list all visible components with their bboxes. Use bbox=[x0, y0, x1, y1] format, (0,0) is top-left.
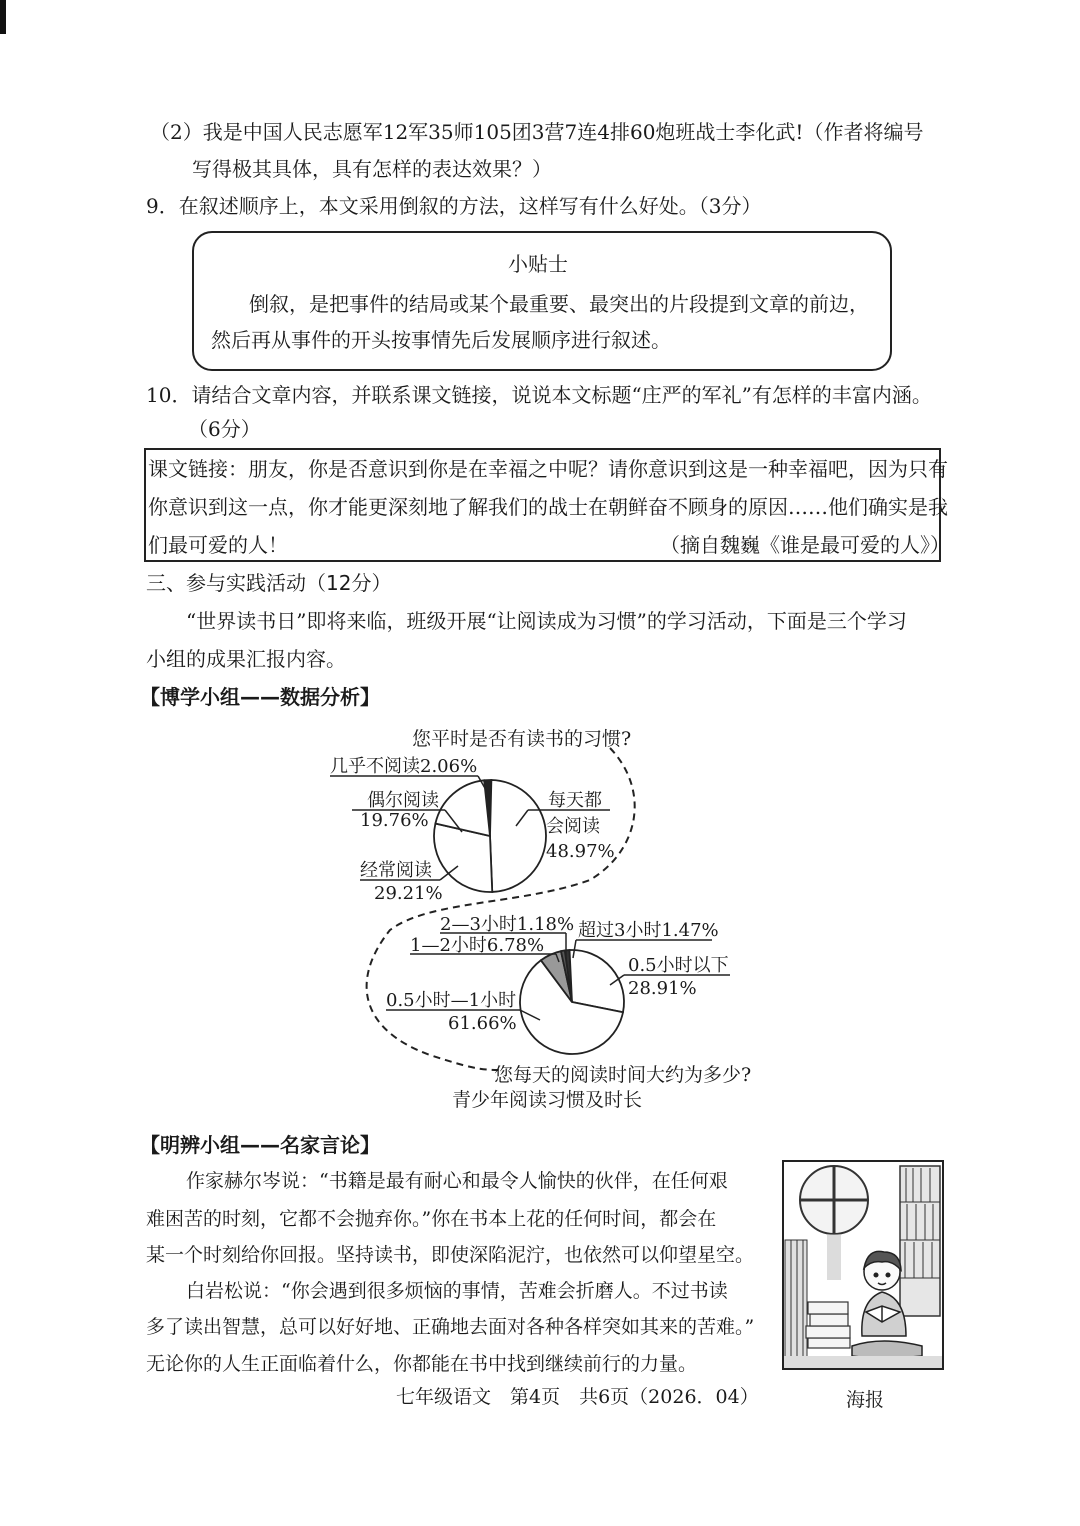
section3-intro-line2: 小组的成果汇报内容。 bbox=[146, 647, 346, 671]
chart1-label-often: 经常阅读 bbox=[360, 860, 432, 881]
quote2-line1: 白岩松说：“你会遇到很多烦恼的事情，苦难会折磨人。不过书读 bbox=[186, 1280, 728, 1302]
chart1-label-often-pct: 29.21% bbox=[374, 883, 443, 904]
q8-2-line1: （2）我是中国人民志愿军12军35师105团3营7连4排60炮班战士李化武!（作者将编号 bbox=[150, 120, 924, 144]
quote1-line2: 难困苦的时刻，它都不会抛弃你。”你在书本上花的任何时间，都会在 bbox=[146, 1208, 717, 1230]
group1-title: 【博学小组——数据分析】 bbox=[140, 685, 380, 709]
text-link-source: （摘自魏巍《谁是最可爱的人》） bbox=[660, 533, 950, 557]
pie1-slice-daily bbox=[490, 780, 546, 892]
tip-line2: 然后再从事件的开头按事情先后发展顺序进行叙述。 bbox=[211, 328, 671, 352]
quote1-line3: 某一个时刻给你回报。坚持读书，即使深陷泥泞，也依然可以仰望星空。 bbox=[146, 1244, 755, 1266]
chart1-label-sometimes: 偶尔阅读 bbox=[367, 790, 439, 811]
chart2-label-over3: 超过3小时1.47% bbox=[578, 920, 719, 941]
text-link-line2: 你意识到这一点，你才能更深刻地了解我们的战士在朝鲜奋不顾身的原因……他们确实是我 bbox=[148, 495, 948, 519]
text-link-line1: 课文链接：朋友，你是否意识到你是在幸福之中呢？请你意识到这是一种幸福吧，因为只有 bbox=[148, 457, 948, 481]
chart2-label-under: 0.5小时以下 bbox=[628, 955, 729, 976]
chart1-label-daily-a: 每天都 bbox=[548, 790, 602, 811]
chart1-label-daily-pct: 48.97% bbox=[546, 841, 615, 862]
chart-caption: 青少年阅读习惯及时长 bbox=[452, 1089, 643, 1111]
chart2-label-half-pct: 61.66% bbox=[448, 1013, 517, 1034]
chart2-label-half: 0.5小时—1小时 bbox=[386, 990, 517, 1011]
page-footer: 七年级语文 第4页 共6页（2026．04） bbox=[396, 1386, 759, 1408]
tip-line1: 倒叙，是把事件的结局或某个最重要、最突出的片段提到文章的前边， bbox=[249, 292, 869, 316]
poster-caption: 海报 bbox=[846, 1389, 885, 1411]
chart1-label-rarely: 几乎不阅读2.06% bbox=[330, 756, 478, 777]
chart1-label-daily-b: 会阅读 bbox=[546, 816, 600, 837]
chart2-label-1to2: 1—2小时6.78% bbox=[410, 935, 545, 956]
chart2-label-2to3: 2—3小时1.18% bbox=[440, 914, 575, 935]
q9-text: 9．在叙述顺序上，本文采用倒叙的方法，这样写有什么好处。（3分） bbox=[146, 194, 762, 218]
chart1-title: 您平时是否有读书的习惯? bbox=[412, 728, 632, 750]
book-stack-icon bbox=[806, 1302, 850, 1348]
group2-title: 【明辨小组——名家言论】 bbox=[140, 1133, 380, 1157]
chart1-label-sometimes-pct: 19.76% bbox=[360, 810, 429, 831]
chart2-pie bbox=[520, 950, 624, 1054]
quote2-line3: 无论你的人生正面临着什么，你都能在书中找到继续前行的力量。 bbox=[146, 1353, 698, 1375]
text-link-line3: 们最可爱的人！ bbox=[148, 533, 288, 557]
q10-line2: （6分） bbox=[188, 417, 261, 441]
q8-2-line2: 写得极其具体，具有怎样的表达效果？） bbox=[192, 157, 552, 181]
tip-title: 小贴士 bbox=[508, 252, 568, 276]
reading-poster-image bbox=[782, 1160, 944, 1370]
section3-heading: 三、参与实践活动（12分） bbox=[146, 571, 392, 595]
q10-line1: 10．请结合文章内容，并联系课文链接，说说本文标题“庄严的军礼”有怎样的丰富内涵。 bbox=[146, 383, 932, 407]
chart2-title: 您每天的阅读时间大约为多少? bbox=[494, 1064, 752, 1086]
quote1-line1: 作家赫尔岑说：“书籍是最有耐心和最令人愉快的伙伴，在任何艰 bbox=[186, 1170, 728, 1192]
quote2-line2: 多了读出智慧，总可以好好地、正确地去面对各种各样突如其来的苦难。” bbox=[146, 1316, 755, 1338]
section3-intro-line1: “世界读书日”即将来临，班级开展“让阅读成为习惯”的学习活动，下面是三个学习 bbox=[186, 609, 907, 633]
chart2-label-under-pct: 28.91% bbox=[628, 978, 697, 999]
chart1-pie bbox=[434, 780, 546, 892]
